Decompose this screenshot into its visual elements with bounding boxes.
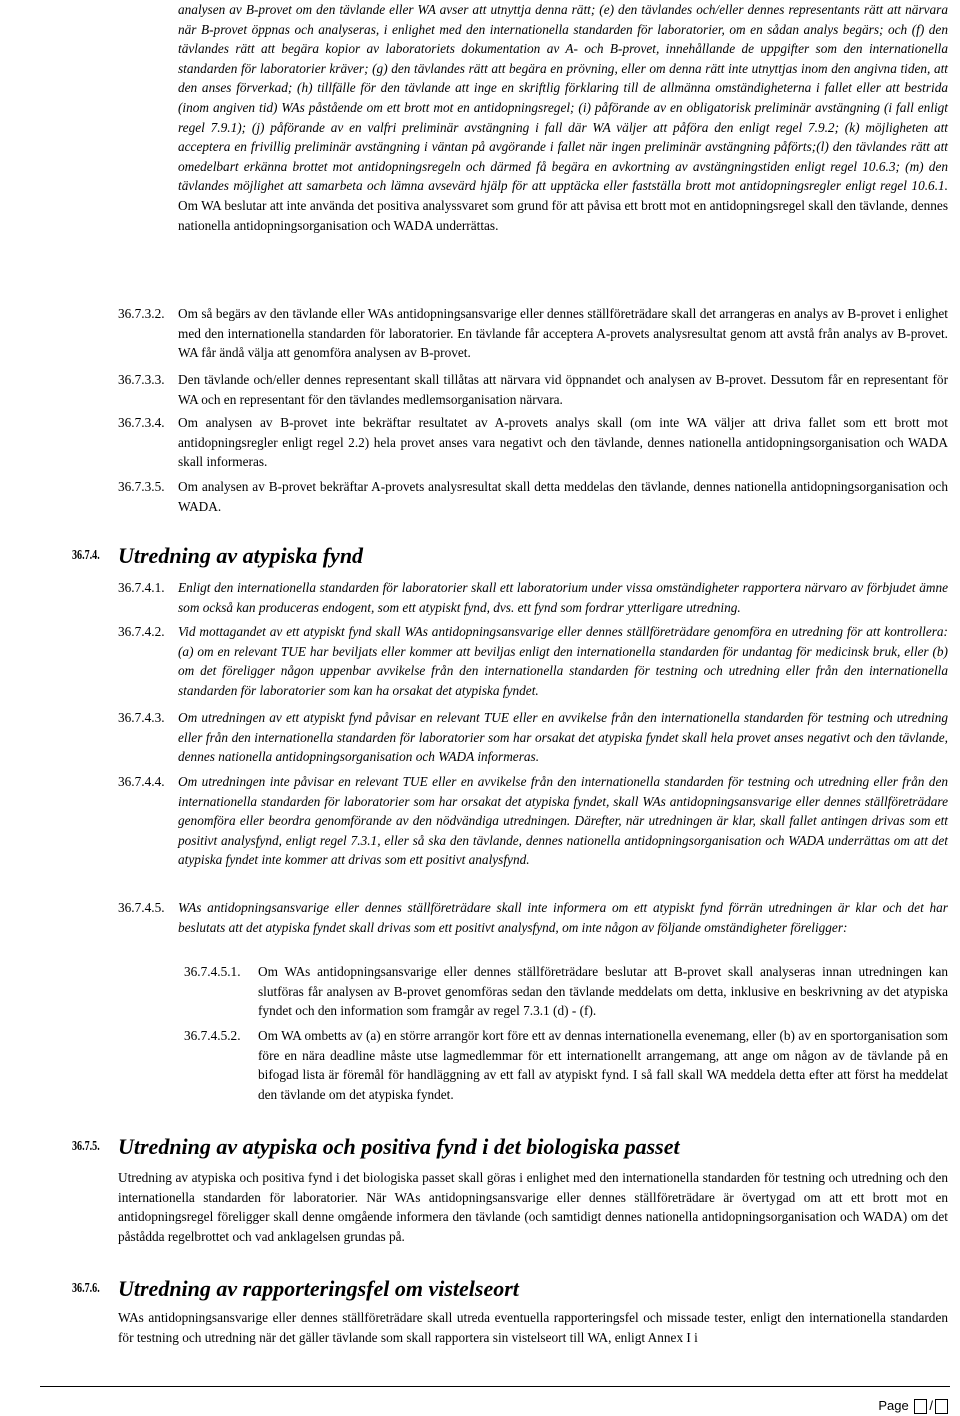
section-heading: Utredning av atypiska och positiva fynd i det biologiska passet <box>118 1134 680 1159</box>
rule-number: 36.7.3.2. <box>118 306 165 321</box>
rule-number: 36.7.4.2. <box>118 624 165 639</box>
footer-divider <box>40 1386 950 1387</box>
rule-text: Om utredningen av ett atypiskt fynd påvisar en relevant TUE eller en avvikelse från den internationella standarden för testning och utredning eller från den internationella standarden för laboratorier som har orsakat det atypiska fyndet skall hela provet anses negativt och den tävlande, dennes nationella antidopningsorganisation och WADA informeras. <box>178 710 948 765</box>
intro-text-italic: analysen av B-provet om den tävlande eller WA avser att utnyttja denna rätt; (e) den tävlandes och/eller dennes representants rätt att närvara när B-provet öppnas och analyseras, i enlighet med den internationella standarden för laboratorier, om en sådan analys begärs; och (f) den tävlandes rätt att begära kopior av laboratoriets dokumentation av A- och B-provet, innehållande de uppgifter som den internationella standarden för laboratorier kräver; (g) den tävlandes rätt att begära en prövning, eller om denna rätt inte utnyttjas inom den angivna tiden, att den anses förverkad; (h) tillfälle för den tävlande att inge en skriftlig förklaring till de allmänna omständigheterna i fallet eller att bestrida (inom angiven tid) WAs påstående om ett brott mot en antidopningsregel; (i) påförande av en obligatorisk preliminär avstängning (i fall enligt regel 7.9.1); (j) påförande av en valfri preliminär avstängning i fall där WA väljer att påföra den enligt regel 7.9.2; (k) möjligheten att acceptera en frivillig preliminär avstängning i väntan på avgörande i fallet när ingen preliminär avstängning påförts;(l) den tävlandes rätt att omedelbart erkänna brottet mot antidopningsregeln och därmed få begära en avkortning av avstängningstiden enligt regel 10.6.3; (m) den tävlandes möjlighet att samarbeta och lämna avsevärd hjälp för att upptäcka eller fastställa brott mot antidopningsregler enligt regel 10.6.1. <box>178 2 948 194</box>
section-number: 36.7.4. <box>72 548 100 563</box>
intro-paragraph <box>178 0 948 235</box>
rule-number: 36.7.3.3. <box>118 372 165 387</box>
rule-number: 36.7.4.1. <box>118 580 165 595</box>
subrule-number: 36.7.4.5.2. <box>184 1028 241 1043</box>
section-number: 36.7.5. <box>72 1139 100 1154</box>
rule-text: Om analysen av B-provet bekräftar A-provets analysresultat skall detta meddelas den tävlande, dennes nationella antidopningsorganisation och WADA. <box>178 479 948 514</box>
intro-text-tail: Om WA beslutar att inte använda det positiva analyssvaret som grund för att påvisa ett brott mot en antidopningsregel skall den tävlande, dennes nationella antidopningsorganisation och WADA underrättas. <box>178 197 948 233</box>
rule-number: 36.7.3.4. <box>118 415 165 430</box>
rule-text: Om analysen av B-provet inte bekräftar resultatet av A-provets analys skall (om inte WA väljer att driva fallet som ett brott mot antidopningsregler enligt regel 2.2) hela provet anses vara negativt och den tävlande, dennes nationella antidopningsorganisation och WADA skall informeras. <box>178 415 948 470</box>
rule-number: 36.7.4.3. <box>118 710 165 725</box>
rule-text: Den tävlande och/eller dennes representant skall tillåtas att närvara vid öppnandet och analysen av B-provet. Dessutom får en representant för WA och en representant för den tävlandes medlemsorganisation närvara. <box>178 372 948 407</box>
rule-text: Om så begärs av den tävlande eller WAs antidopningsansvarige eller dennes ställföreträdare skall det arrangeras en analys av B-provet i enlighet med den internationella standarden för laboratorier. En tävlande får acceptera A-provets analysresultat genom att avstå från analys av B-provet. WA får ändå välja att genomföra analysen av B-provet. <box>178 306 948 361</box>
section-paragraph: WAs antidopningsansvarige eller dennes ställföreträdare skall utreda eventuella rapporteringsfel och missade tester, enligt den internationella standarden för testning och utredning när det gäller tävlande som skall rapportera sin vistelseort till WA, enligt Annex I i <box>118 1310 948 1345</box>
page-footer <box>878 1396 950 1416</box>
rule-text: Vid mottagandet av ett atypiskt fynd skall WAs antidopningsansvarige eller dennes ställföreträdare genomföra en utredning för att kontrollera: (a) om en relevant TUE har beviljats eller kommer att beviljas enligt den internationella standarden för undantag för medicinsk bruk, eller (b) om det föreligger någon uppenbar avvikelse från den internationella standarden för testning och utredning eller från den internationella standarden för laboratorier som kan ha orsakat det atypiska fyndet. <box>178 624 948 698</box>
page-label: Page <box>878 1398 909 1413</box>
rule-text: WAs antidopningsansvarige eller dennes ställföreträdare skall inte informera om ett atypiskt fynd förrän utredningen är klar och det har beslutats att det atypiska fyndet skall drivas som ett positivt analysfynd, om inte någon av följande omständigheter föreligger: <box>178 900 948 935</box>
page-separator: / <box>929 1398 933 1413</box>
subrule-text: Om WAs antidopningsansvarige eller dennes ställföreträdare beslutar att B-provet skall analyseras innan utredningen kan slutföras får analysen av B-provet genomföras sedan den tävlande meddelats om detta, inklusive en beskrivning av det atypiska fyndet och den information som framgår av regel 7.3.1 (d) - (f). <box>258 964 948 1019</box>
subrule-number: 36.7.4.5.1. <box>184 964 241 979</box>
rule-number: 36.7.4.5. <box>118 900 165 915</box>
page-total-placeholder <box>935 1399 948 1414</box>
page-number-placeholder <box>914 1399 927 1414</box>
rule-number: 36.7.4.4. <box>118 774 165 789</box>
section-heading: Utredning av atypiska fynd <box>118 543 364 568</box>
rule-number: 36.7.3.5. <box>118 479 165 494</box>
section-paragraph: Utredning av atypiska och positiva fynd i det biologiska passet skall göras i enlighet med den internationella standarden för testning och utredning och den internationella standarden för laboratorier. När WAs antidopningsansvarige eller dennes ställföreträdare är övertygad om att ett brott mot en antidopningsregel föreligger skall denne omgående informera den tävlande (och samtidigt dennes nationella antidopningsorganisation och WADA) om det påstådda regelbrottet och vad anklagelsen grundas på. <box>118 1170 948 1244</box>
section-heading: Utredning av rapporteringsfel om vistelseort <box>118 1276 519 1301</box>
section-number: 36.7.6. <box>72 1281 100 1296</box>
rule-text: Om utredningen inte påvisar en relevant TUE eller en avvikelse från den internationella standarden för testning och utredning eller från den internationella standarden för laboratorier som har orsakat det atypiska fyndet, skall WAs antidopningsansvarige eller dennes ställföreträdare genomföra eller beordra genomförande av den nödvändiga utredningen. Därefter, när utredningen är klar, skall fallet antingen drivas som ett positivt analysfynd, enligt regel 7.3.1, eller så ska den tävlande, dennes nationella antidopningsorganisation och WADA underrättas om att det atypiska fyndet inte kommer att drivas som ett positivt analysfynd. <box>178 774 948 868</box>
rule-text: Enligt den internationella standarden för laboratorier skall ett laboratorium under vissa omständigheter rapportera närvaro av förbjudet ämne som också kan produceras endogent, som ett atypiskt fynd, dvs. ett fynd som fordrar ytterligare utredning. <box>178 580 948 615</box>
subrule-text: Om WA ombetts av (a) en större arrangör kort före ett av dennas internationella evenemang, eller (b) av en sportorganisation som före en nära deadline måste utse lagmedlemmar för ett internationellt arrangemang, att ange om någon av de tävlande på en bifogad lista är föremål för handläggning av ett fall av atypiskt fynd. I så fall skall WA meddela detta efter att först ha meddelat den tävlande om det atypiska fyndet. <box>258 1028 948 1102</box>
